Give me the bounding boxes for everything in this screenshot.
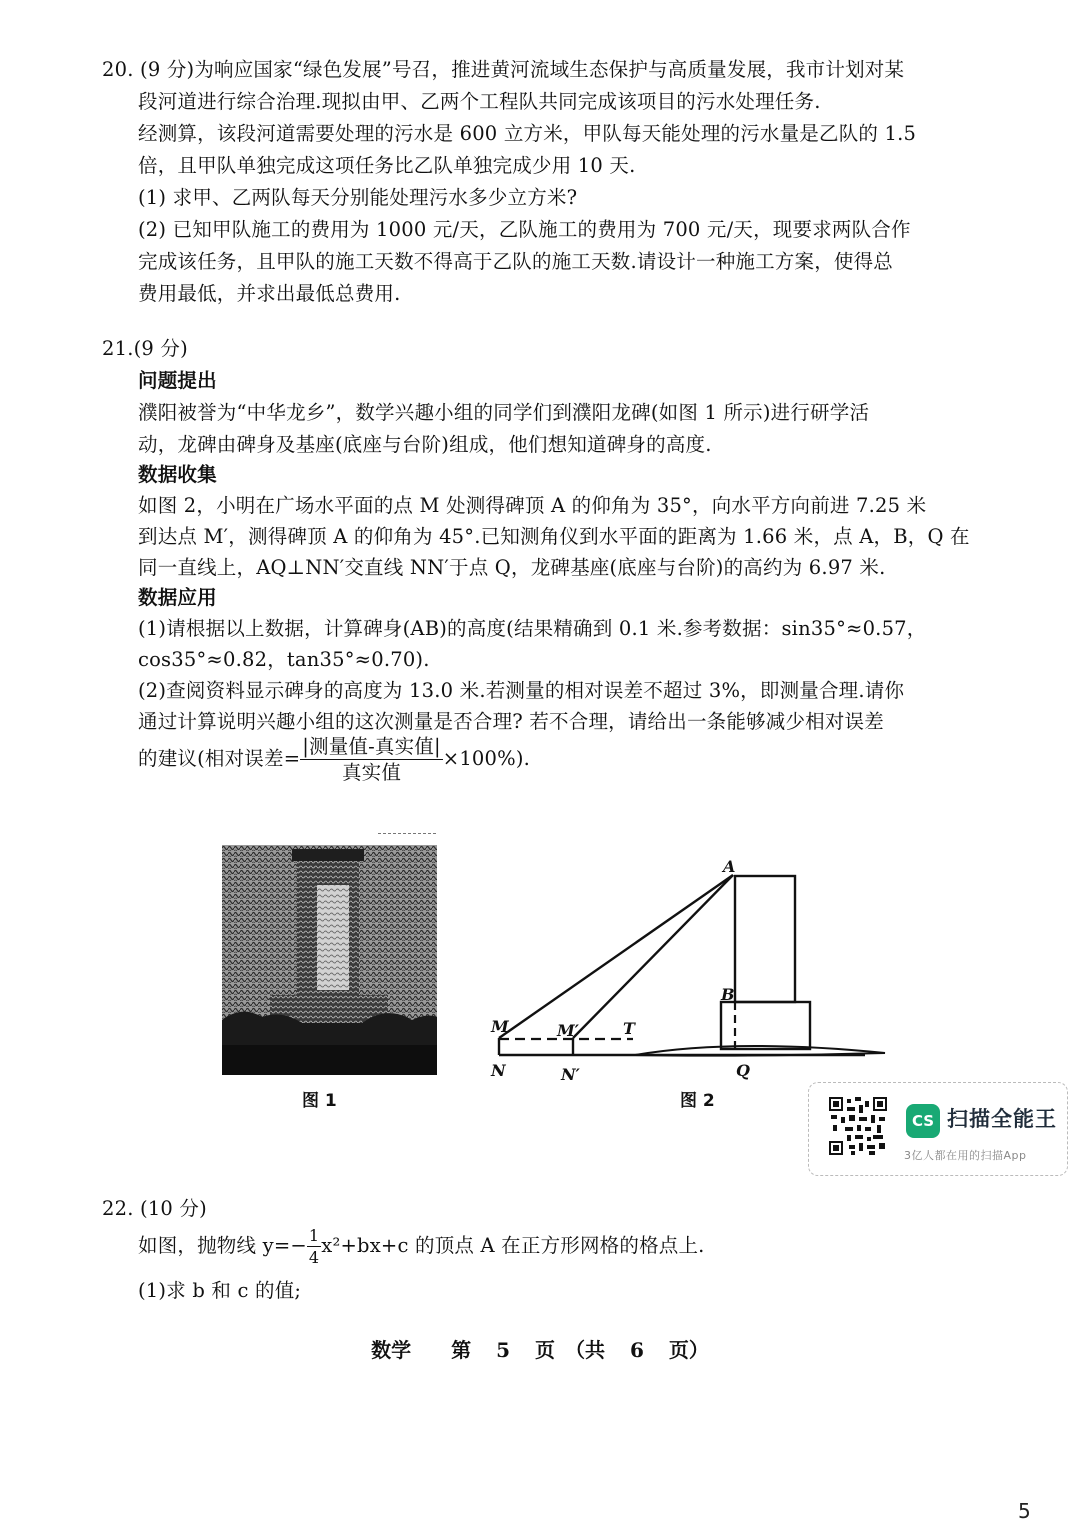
q22-header: 22. (10 分) bbox=[102, 1197, 207, 1220]
qr-code-icon bbox=[829, 1097, 887, 1155]
page-footer: 数学 第 5 页 （共 6 页） bbox=[371, 1338, 709, 1362]
label-T: T bbox=[623, 1019, 635, 1038]
q22-line-1 bbox=[138, 1226, 705, 1266]
photo-top-dash bbox=[378, 833, 436, 834]
q22-line-1-prefix: 如图，抛物线 y=− bbox=[138, 1234, 307, 1257]
q21-p1-line-2: 动，龙碑由碑身及基座(底座与台阶)组成，他们想知道碑身的高度. bbox=[138, 433, 712, 456]
q21-p2-line-1: 如图 2，小明在广场水平面的点 M 处测得碑顶 A 的仰角为 35°，向水平方向前进 7.25 米 bbox=[138, 494, 927, 517]
figure-2-diagram bbox=[485, 850, 900, 1085]
q21-formula-line bbox=[138, 734, 530, 784]
relative-error-fraction bbox=[300, 737, 443, 782]
q20-line-3: 经测算，该段河道需要处理的污水是 600 立方米，甲队每天能处理的污水量是乙队的 1.5 bbox=[138, 122, 917, 145]
figure-1-monument-photo bbox=[222, 845, 437, 1075]
q21-heading-data: 数据收集 bbox=[138, 463, 217, 486]
q21-p2-line-2: 到达点 M′，测得碑顶 A 的仰角为 45°.已知测角仪到水平面的距离为 1.66 米，点 A，B，Q 在 bbox=[138, 525, 970, 548]
q21-header: 21.(9 分) bbox=[102, 337, 188, 360]
figure-2-caption: 图 2 bbox=[680, 1091, 715, 1111]
figure-1-caption: 图 1 bbox=[302, 1091, 337, 1111]
q21-heading-problem: 问题提出 bbox=[138, 369, 217, 392]
label-Q: Q bbox=[736, 1061, 750, 1080]
q22-fraction-numerator: 1 bbox=[308, 1225, 320, 1245]
label-A: A bbox=[723, 857, 736, 876]
scanner-watermark bbox=[808, 1082, 1068, 1176]
q20-line-2: 段河道进行综合治理.现拟由甲、乙两个工程队共同完成该项目的污水处理任务. bbox=[138, 90, 821, 113]
q21-p3-line-4: 通过计算说明兴趣小组的这次测量是否合理? 若不合理，请给出一条能够减少相对误差 bbox=[138, 710, 884, 733]
q21-heading-apply: 数据应用 bbox=[138, 586, 217, 609]
q20-line-7: 完成该任务，且甲队的施工天数不得高于乙队的施工天数.请设计一种施工方案，使得总 bbox=[138, 250, 893, 273]
q20-line-5: (1) 求甲、乙两队每天分别能处理污水多少立方米? bbox=[138, 186, 578, 209]
label-N: N bbox=[491, 1061, 506, 1080]
fraction-numerator: |测量值-真实值| bbox=[302, 735, 441, 758]
watermark-subtitle: 3亿人都在用的扫描App bbox=[904, 1149, 1027, 1162]
q22-fraction bbox=[307, 1225, 321, 1267]
watermark-title: 扫描全能王 bbox=[947, 1107, 1057, 1131]
label-B: B bbox=[721, 985, 735, 1004]
fraction-denominator: 真实值 bbox=[341, 760, 402, 784]
q21-p3-line-1: (1)请根据以上数据，计算碑身(AB)的高度(结果精确到 0.1 米.参考数据：sin35°≈0.57， bbox=[138, 617, 927, 640]
label-M-prime: M′ bbox=[557, 1021, 579, 1040]
q22-fraction-denominator: 4 bbox=[308, 1247, 320, 1267]
q21-p2-line-3: 同一直线上，AQ⊥NN′交直线 NN′于点 Q，龙碑基座(底座与台阶)的高约为 6.97 米. bbox=[138, 556, 886, 579]
q20-line-4: 倍，且甲队单独完成这项任务比乙队单独完成少用 10 天. bbox=[138, 154, 636, 177]
formula-prefix: 的建议(相对误差= bbox=[138, 747, 301, 770]
q20-line-1: 20. (9 分)为响应国家“绿色发展”号召，推进黄河流域生态保护与高质量发展，我市计划对某 bbox=[102, 58, 905, 81]
camscanner-logo-icon: CS bbox=[906, 1104, 940, 1138]
page-number: 5 bbox=[1018, 1499, 1031, 1523]
q22-line-2: (1)求 b 和 c 的值; bbox=[138, 1279, 302, 1302]
label-M: M bbox=[491, 1017, 509, 1036]
q20-line-8: 费用最低，并求出最低总费用. bbox=[138, 282, 401, 305]
q21-p1-line-1: 濮阳被誉为“中华龙乡”，数学兴趣小组的同学们到濮阳龙碑(如图 1 所示)进行研学活 bbox=[138, 401, 870, 424]
q20-line-6: (2) 已知甲队施工的费用为 1000 元/天，乙队施工的费用为 700 元/天，现要求两队合作 bbox=[138, 218, 911, 241]
q21-p3-line-2: cos35°≈0.82，tan35°≈0.70). bbox=[138, 648, 430, 671]
label-N-prime: N′ bbox=[561, 1065, 580, 1084]
q21-p3-line-3: (2)查阅资料显示碑身的高度为 13.0 米.若测量的相对误差不超过 3%，即测量合理.请你 bbox=[138, 679, 905, 702]
q22-line-1-suffix: x²+bx+c 的顶点 A 在正方形网格的格点上. bbox=[321, 1234, 705, 1257]
formula-suffix: ×100%). bbox=[442, 747, 531, 770]
